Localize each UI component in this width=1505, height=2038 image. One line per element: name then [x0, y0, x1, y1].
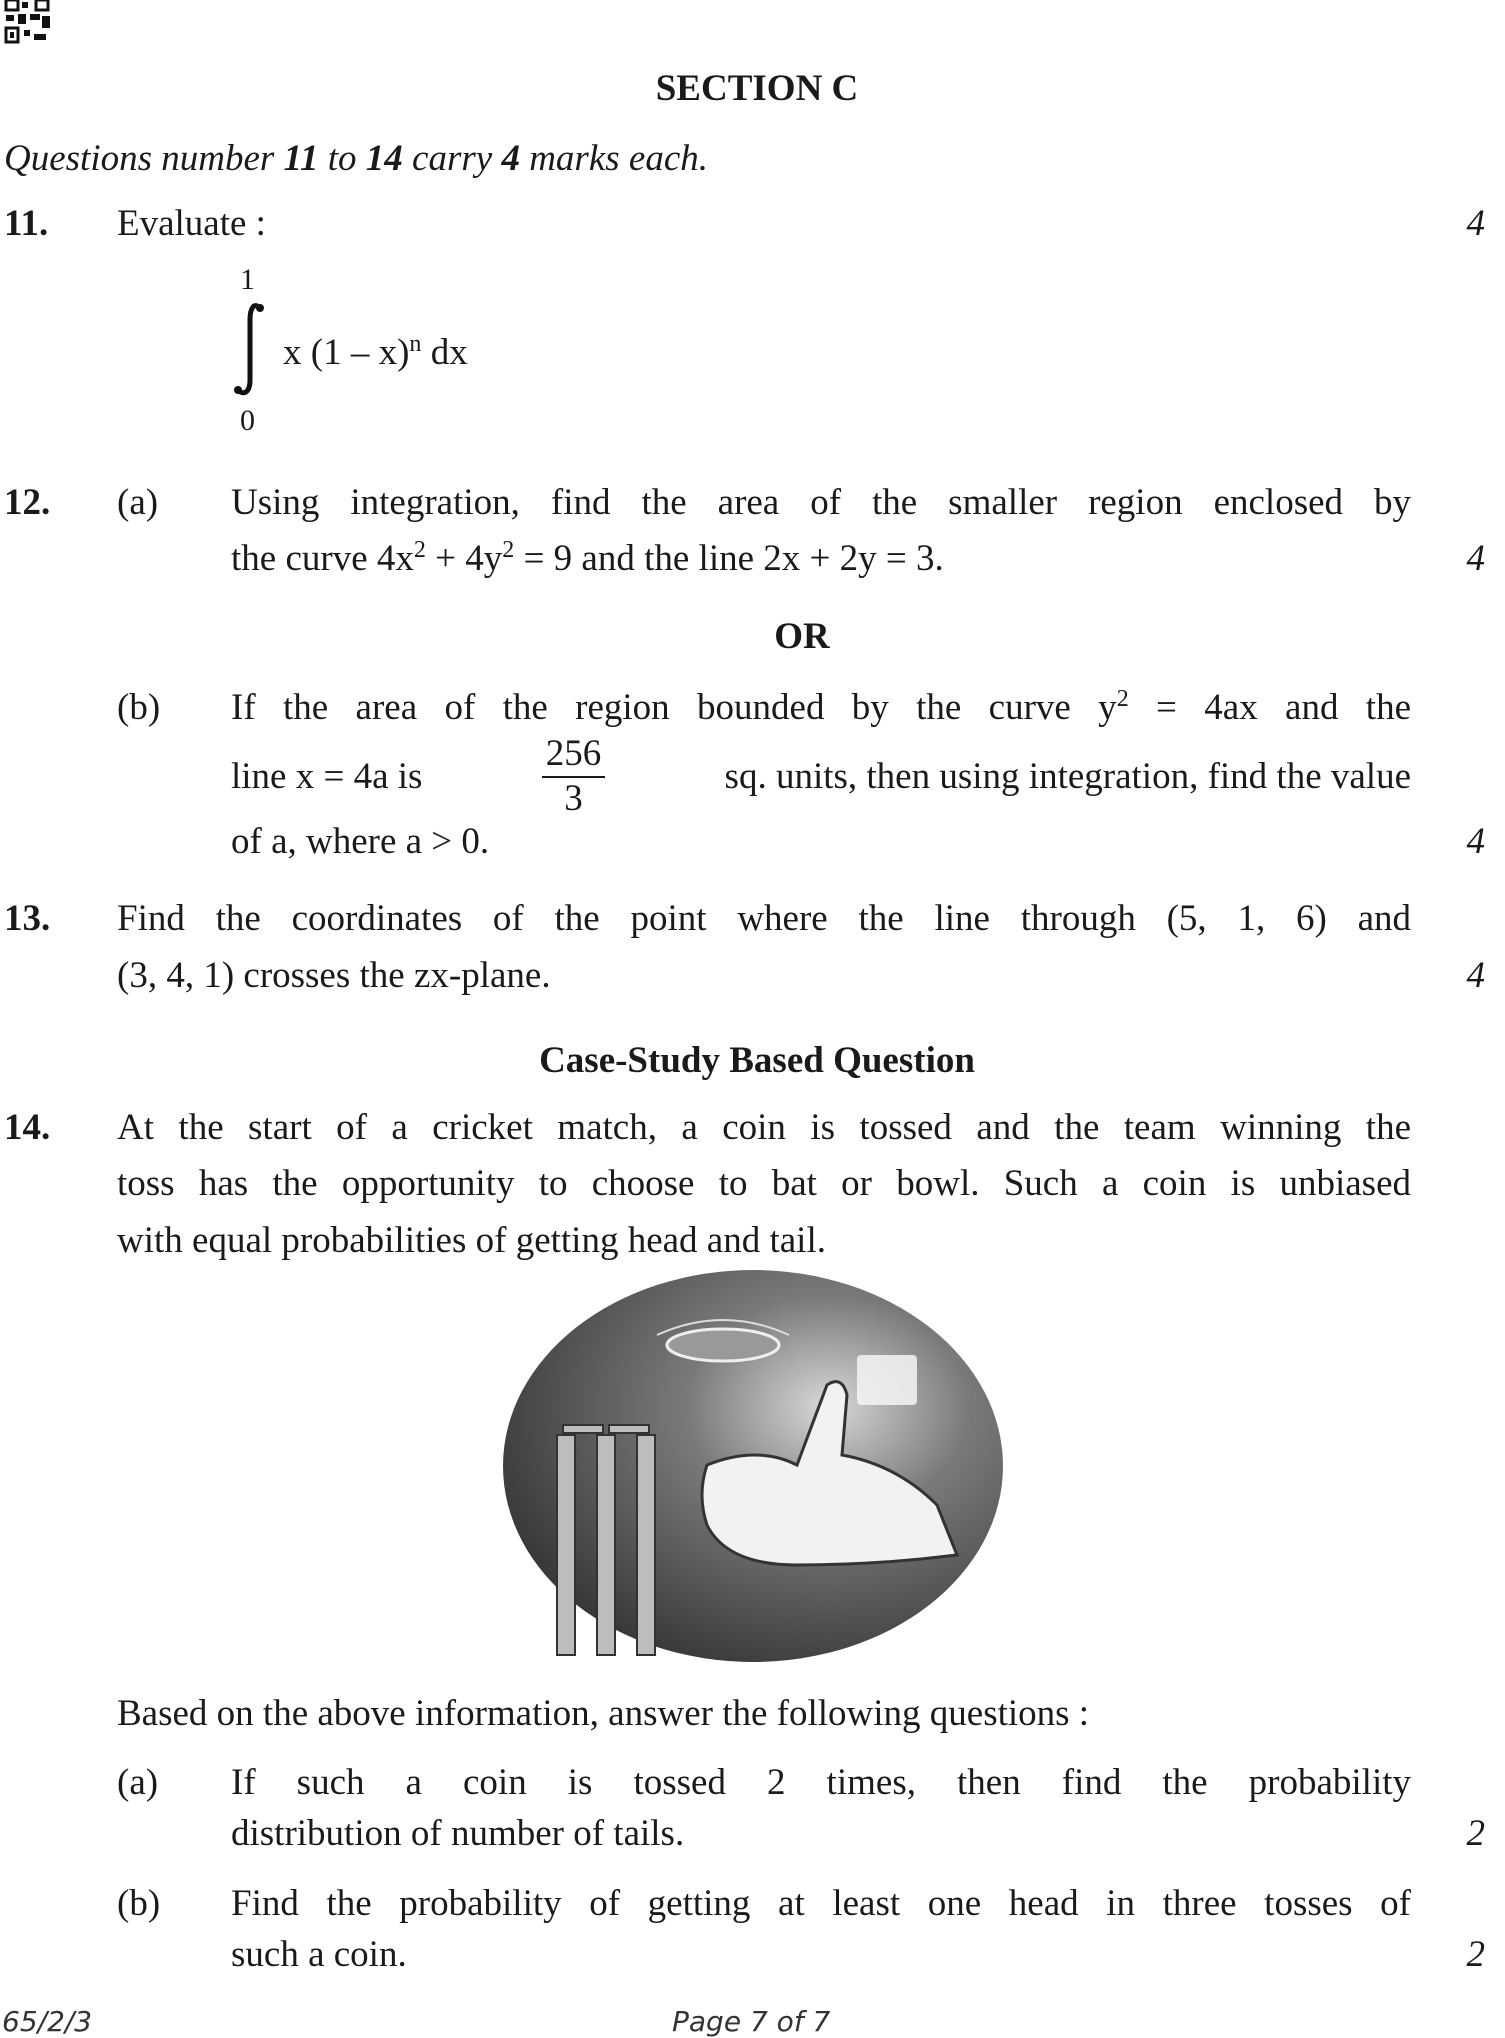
question-text: with equal probabilities of getting head and tail.: [117, 1220, 826, 1261]
section-title: SECTION C: [655, 68, 859, 109]
integral-upper-limit: 1: [240, 263, 255, 296]
stadium-lights-icon: [857, 1355, 917, 1405]
question-text: such a coin.: [231, 1934, 407, 1975]
question-number: 13.: [4, 898, 51, 939]
integral-lower-limit: 0: [240, 404, 255, 437]
question-prompt: Based on the above information, answer the following questions :: [117, 1693, 1090, 1734]
part-label: (a): [117, 1762, 159, 1803]
question-number: 12.: [4, 482, 51, 523]
section-instructions: Questions number 11 to 14 carry 4 marks each.: [4, 138, 708, 179]
part-label: (b): [117, 687, 161, 728]
coin-icon: [667, 1329, 779, 1361]
question-text: Find the coordinates of the point where the line through (5, 1, 6) and: [117, 898, 1411, 939]
question-text: (3, 4, 1) crosses the zx-plane.: [117, 955, 551, 996]
marks: 2: [1466, 1934, 1485, 1975]
question-text: line x = 4a is $\frac{256}{3}$ sq. units, then using integration, find the value: [231, 733, 1411, 819]
part-label: (a): [117, 482, 159, 523]
integral-sign-icon: [232, 300, 268, 400]
question-text: toss has the opportunity to choose to bat or bowl. Such a coin is unbiased: [117, 1163, 1411, 1204]
or-separator: OR: [774, 616, 830, 657]
marks: 4: [1466, 955, 1485, 996]
fraction: $\frac{256}{3}$: [542, 733, 606, 820]
stumps-icon: [557, 1425, 655, 1655]
case-study-heading: Case-Study Based Question: [539, 1040, 975, 1081]
marks: 4: [1466, 203, 1485, 244]
question-text: of a, where a > 0.: [231, 821, 490, 862]
paper-code: 65/2/3: [2, 2005, 93, 2038]
marks: 4: [1466, 821, 1485, 862]
question-text: distribution of number of tails.: [231, 1813, 685, 1854]
marks: 4: [1466, 538, 1485, 579]
part-label: (b): [117, 1883, 161, 1924]
question-text: Find the probability of getting at least one head in three tosses of: [231, 1883, 1411, 1924]
page-number: Page 7 of 7: [672, 2005, 831, 2038]
qr-code-icon: [4, 0, 52, 44]
question-text: Evaluate :: [117, 203, 266, 244]
coin-toss-illustration: [497, 1265, 1009, 1667]
question-text: the curve $4x^2 + 4y^2 = 9$ and the line 2x + 2y = 3.: [231, 536, 944, 579]
question-text: If the area of the region bounded by the curve $y^2 = 4ax$ and the: [231, 685, 1411, 728]
question-text: If such a coin is tossed 2 times, then find the probability: [231, 1762, 1411, 1803]
integrand: x (1 – x)$^n$ dx: [283, 330, 468, 373]
question-number: 11.: [4, 203, 49, 244]
marks: 2: [1466, 1813, 1485, 1854]
question-text: Using integration, find the area of the smaller region enclosed by: [231, 482, 1411, 523]
question-text: At the start of a cricket match, a coin is tossed and the team winning the: [117, 1107, 1411, 1148]
question-number: 14.: [4, 1107, 51, 1148]
